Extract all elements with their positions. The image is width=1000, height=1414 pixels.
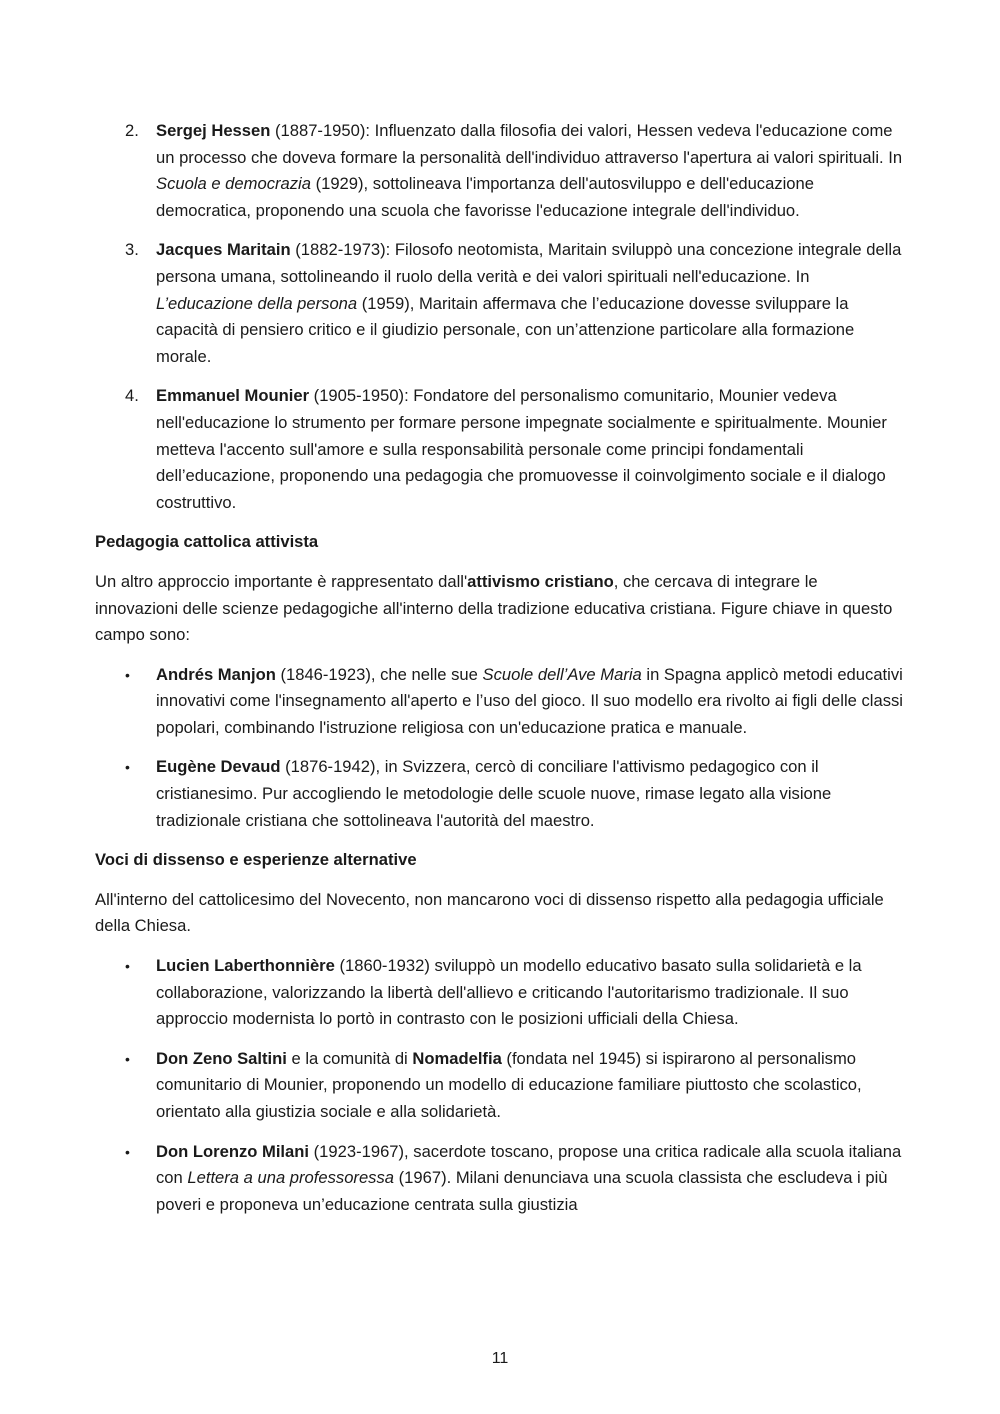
list-item xyxy=(95,237,905,370)
item-text: e la comunità di xyxy=(286,1048,413,1068)
person-name: Eugène Devaud xyxy=(156,757,281,777)
page-number: 11 xyxy=(491,1350,509,1367)
list-number: 3. xyxy=(125,240,139,260)
person-name: Emmanuel Mounier xyxy=(156,386,310,406)
section-heading: Voci di dissenso e esperienze alternative xyxy=(95,850,417,870)
item-text: (1959), Maritain affermava che l’educazione dovesse sviluppare la capacità di pensiero critico e il giudizio personale, con un’attenzione particolare alla formazione morale. xyxy=(156,293,855,366)
bullet-icon: • xyxy=(125,666,130,683)
person-name: Don Zeno Saltini xyxy=(156,1048,287,1068)
section-heading: Pedagogia cattolica attivista xyxy=(95,532,319,552)
item-text: in Spagna applicò metodi educativi innovativi come l'insegnamento all'aperto e l’uso del gioco. Il suo modello era rivolto ai figli delle classi popolari, combinando l'istruzione religiosa con un'educazione pratica e manuale. xyxy=(156,664,903,737)
item-text: (1967). Milani denunciava una scuola classista che escludeva i più poveri e proponeva un’educazione centrata sulla giustizia xyxy=(156,1168,888,1214)
work-title: Scuole dell’Ave Maria xyxy=(482,664,642,684)
intro-text: Un altro approccio importante è rappresentato dall' xyxy=(95,571,468,591)
list-number: 2. xyxy=(125,121,139,140)
bullet-icon: • xyxy=(125,759,130,776)
list-number: 4. xyxy=(125,386,139,406)
item-text: (1929), sottolineava l'importanza dell'autosviluppo e dell'educazione democratica, proponendo una scuola che favorisse l'educazione integrale dell'individuo. xyxy=(156,174,814,220)
list-item xyxy=(95,953,905,1033)
work-title: Lettera a una professoressa xyxy=(187,1168,395,1188)
list-item xyxy=(95,1139,905,1219)
work-title: L’educazione della persona xyxy=(156,293,358,313)
item-text: (1860-1932) sviluppò un modello educativo basato sulla solidarietà e la collaborazione, valorizzando la libertà dell'allievo e criticando l'autoritarismo tradizionale. Il suo approccio modernista lo portò in contrasto con le posizioni ufficiali della Chiesa. xyxy=(156,956,862,1029)
bullet-list xyxy=(95,953,905,1218)
item-text: (1876-1942), in Svizzera, cercò di conciliare l'attivismo pedagogico con il cristianesimo. Pur accogliendo le metodologie delle scuole nuove, rimase legato alla visione tradizionale cristiana che sottolineava l'autorità del maestro. xyxy=(156,757,832,830)
item-text: (1882-1973): Filosofo neotomista, Maritain sviluppò una concezione integrale della persona umana, sottolineando il ruolo della verità e dei valori spirituali nell'educazione. In xyxy=(156,240,902,286)
person-name: Lucien Laberthonnière xyxy=(156,956,335,976)
numbered-list xyxy=(95,118,905,516)
item-text: (fondata nel 1945) si ispirarono al personalismo comunitario di Mounier, proponendo un modello di educazione familiare piuttosto che scolastico, orientato alla giustizia sociale e alla solidarietà. xyxy=(156,1048,862,1121)
person-name: Sergej Hessen xyxy=(156,121,271,140)
item-text: (1923-1967), sacerdote toscano, propose una critica radicale alla scuola italiana con xyxy=(156,1141,902,1188)
list-item xyxy=(95,383,905,516)
intro-emphasis: attivismo cristiano xyxy=(467,571,614,591)
list-item xyxy=(95,118,905,224)
section-intro: All'interno del cattolicesimo del Novecento, non mancarono voci di dissenso rispetto alla pedagogia ufficiale della Chiesa. xyxy=(95,889,884,936)
person-name: Andrés Manjon xyxy=(156,664,276,684)
section-intro xyxy=(95,569,905,649)
bullet-list xyxy=(95,662,905,835)
list-item xyxy=(95,1046,905,1126)
list-item xyxy=(95,754,905,834)
bullet-icon: • xyxy=(125,958,130,975)
list-item xyxy=(95,662,905,742)
item-text: (1887-1950): Influenzato dalla filosofia dei valori, Hessen vedeva l'educazione come un processo che doveva formare la personalità dell'individuo attraverso l'apertura ai valori spirituali. In xyxy=(156,121,903,167)
intro-text: , che cercava di integrare le innovazioni delle scienze pedagogiche all'interno della tradizione educativa cristiana. Figure chiave in questo campo sono: xyxy=(95,571,893,645)
item-text: (1846-1923), che nelle sue xyxy=(275,664,483,684)
person-name: Jacques Maritain xyxy=(156,240,291,260)
item-text: (1905-1950): Fondatore del personalismo comunitario, Mounier vedeva nell'educazione lo strumento per formare persone impegnate socialmente e spiritualmente. Mounier metteva l'accento sull'amore e sulla responsabilità personale come principi fondamentali dell’educazione, proponendo una pedagogia che promuovesse il coinvolgimento sociale e il dialogo costruttivo. xyxy=(156,386,887,512)
bullet-icon: • xyxy=(125,1050,130,1067)
work-title: Scuola e democrazia xyxy=(156,174,311,194)
page-body xyxy=(95,118,905,1231)
person-name: Don Lorenzo Milani xyxy=(156,1141,310,1161)
community-name: Nomadelfia xyxy=(412,1048,502,1068)
bullet-icon: • xyxy=(125,1143,130,1160)
